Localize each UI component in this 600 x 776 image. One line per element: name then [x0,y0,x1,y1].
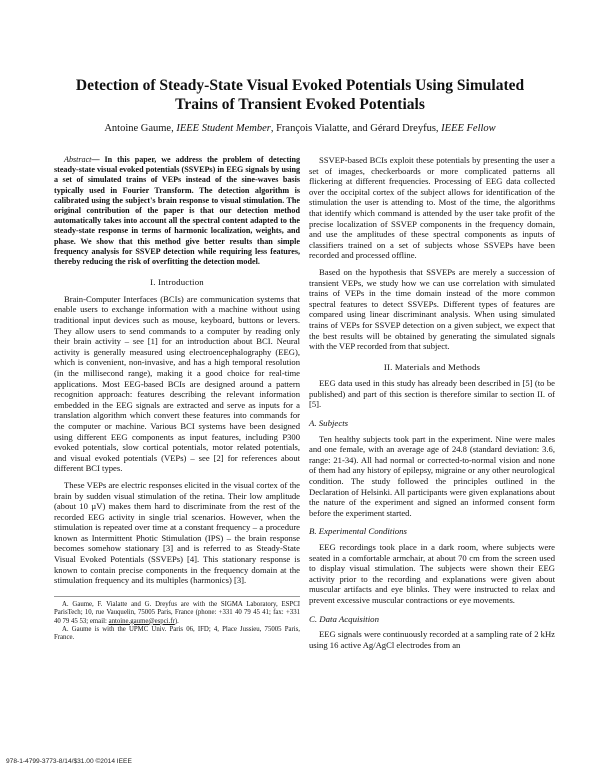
paper-title: Detection of Steady-State Visual Evoked Potentials Using Simulated Trains of Transient Evoked Potentials [75,77,525,113]
section-heading-methods: II. Materials and Methods [383,361,481,372]
intro-paragraph-2: These VEPs are electric responses elicited in the visual cortex of the brain by sudden visual stimulation of the retina. Their low amplitude (about 10 µV) makes them hard to discriminate from the rest of the recorded EEG activity in single trial scenarios. However, when the stimulation is repeated over time at a constant frequency – a procedure known as Intermittent Photic Stimulation (IPS) – the brain response becomes somehow stationary [3] and is referred to as Steady-State Visual Evoked Potentials (SSVEPs) [4]. This stationary response is known to contain precise components in the frequency domain at the stimulation frequency and its multiples (harmonics) [3]. [54,479,300,586]
section-heading-introduction: I. Introduction [150,277,204,288]
abstract-dash: — [91,155,105,164]
footnote-1-end: ). [174,617,179,625]
footnote-1-text: A. Gaume, F. Vialatte and G. Dreyfus are with the SIGMA Laboratory, ESPCI ParisTech; 10, rue Vauquelin, 75005 Paris, France (phone: +331 40 79 45 41; fax: +331 40 79 45 53; email: [54,600,300,625]
footnote-affiliation-2: A. Gaume is with the UPMC Univ. Paris 06, IFD; 4, Place Jussieu, 75005 Paris, France. [54,626,300,642]
acquisition-paragraph: EEG signals were continuously recorded at a sampling rate of 2 kHz using 16 active Ag/AgCl electrodes from an [309,629,555,650]
subsection-heading-acquisition: C. Data Acquisition [309,613,379,624]
subsection-heading-subjects: A. Subjects [309,418,349,429]
subjects-paragraph: Ten healthy subjects took part in the experiment. Nine were males and one female, with an average age of 24.8 (standard deviation: 3.6, range: 21-34). All had normal or corrected-to-normal vision and none of them had any history of epilepsy, migraine or any other neurological condition. The study followed the principles outlined in the Declaration of Helsinki. All participants were given explanations about the nature of the experiment and signed an informed consent form before the experiment started. [309,433,555,518]
right-column [309,155,555,656]
author-email-link[interactable]: antoine.gaume@espci.fr [108,617,175,625]
author-others: , François Vialatte, and Gérard Dreyfus, [270,123,442,134]
intro-paragraph-4: Based on the hypothesis that SSVEPs are merely a succession of transient VEPs, we study how we can use correlation with simulated trains of VEPs in the time domain instead of the more common spectral features to detect SSVEPs. Different types of features are compared using linear discriminant analysis. When using simulated trains of VEPs for SSVEP detection on a given subject, we expect that the best results will be obtained by generating the simulated signals with the VEP recorded from that subject. [309,266,555,352]
subsection-heading-conditions: B. Experimental Conditions [309,526,407,537]
author-gaume-role: IEEE Student Member [176,123,271,134]
author-footnote [54,596,300,643]
methods-paragraph-1: EEG data used in this study has already been described in [5] (to be published) and part of this section is therefore similar to section II. of [5]. [309,378,555,410]
abstract [54,155,300,267]
copyright-footer: 978-1-4799-3773-8/14/$31.00 ©2014 IEEE [6,758,132,765]
abstract-text: In this paper, we address the problem of detecting steady-state visual evoked potentials (SSVEPs) in EEG signals by using a set of simulated trains of VEPs instead of the sine-waves basis typically used in Fourier Transform. The detection algorithm is calibrated using the subject's brain response to visual stimulation. The original contribution of the paper is that our detection method automatically takes into account all the spectral content adapted to the steady-state response in terms of harmonic localization, weights, and phase. We show that this method give better results than simple frequency analysis for SSVEP detection while requiring less features, thereby reducing the risk of overfitting the detection model. [54,155,300,267]
author-dreyfus-role: IEEE Fellow [441,123,496,134]
left-column [54,155,300,643]
conditions-paragraph: EEG recordings took place in a dark room, where subjects were seated in a comfortable armchair, at about 70 cm from the screen used to display visual stimulation. The subjects were shown their EEG activity prior to the recording and explanations were given about muscular artifacts and eye blinks. They were instructed to relax and prevent excessive muscular contractions or eye movements. [309,542,555,605]
abstract-label: Abstract [64,155,92,164]
author-gaume: Antoine Gaume, [104,123,177,134]
intro-paragraph-1: Brain-Computer Interfaces (BCIs) are communication systems that enable users to exchange information with a machine without using traditional input devices such as mouse, keyboard, buttons or levers. They allow users to send commands to a computer by reading only their brain activity – see [1] for an introduction about BCI. Neural activity is generally measured using electroencephalography (EEG), which is convenient, non-invasive, and has a high temporal resolution (in the millisecond range), making it a good choice for real-time applications. Most EEG-based BCIs are designed around a pattern recognition approach: features describing the relevant information embedded in the EEG signals are extracted and serve as inputs for a translation algorithm which convert these features into commands for the computer or machine. Various BCI systems have been designed using different EEG components as input features, including P300 evoked potentials, slow cortical potentials, motor related potentials, and visual evoked potentials (VEPs) – see [2] for references about different BCI types. [54,293,300,474]
footnote-affiliation-1 [54,601,300,626]
intro-paragraph-3: SSVEP-based BCIs exploit these potentials by presenting the user a set of images, checkerboards or more complicated patterns all flickering at different frequencies. Processing of EEG data collected over the occipital cortex of the subject allows for identification of the stimulation the user is attending to. Most of the time, the algorithms that identify which command is attended by the user take profit of the precise localization of SSVEP components in the frequency domain, and use the amplitudes of these spectral components as inputs of classifiers trained on a set of subjects whose SSVEPs have been recorded and processed offline. [309,155,555,261]
author-line [40,122,560,135]
